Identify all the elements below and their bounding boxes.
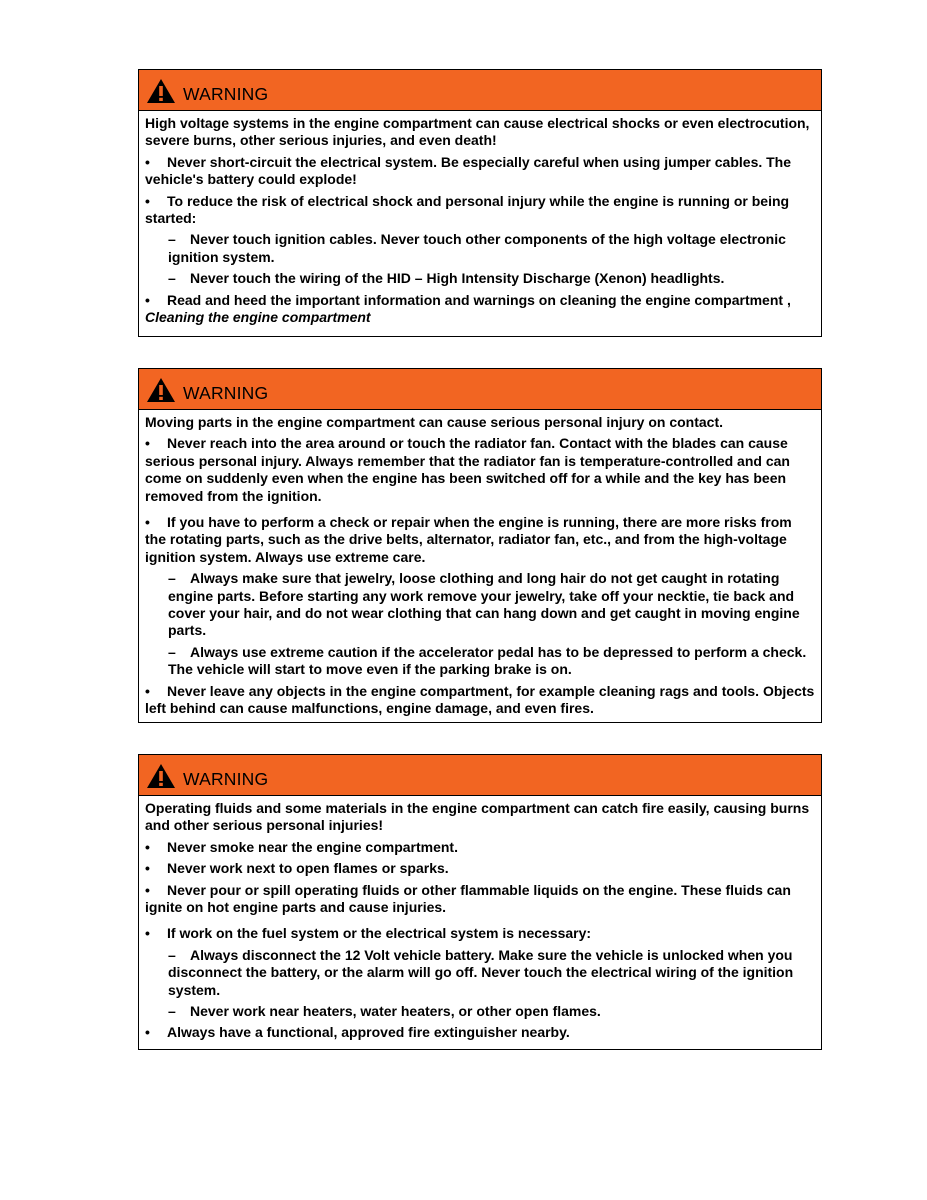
bullet-dot: • — [145, 925, 150, 942]
warning-intro: Operating fluids and some materials in the engine compartment can catch fire easily, causing burns and other serious personal injuries! — [145, 800, 810, 834]
bullet-item: • If work on the fuel system or the electrical system is necessary: — [145, 925, 592, 942]
warning-body — [139, 796, 821, 1049]
warning-header — [139, 755, 821, 796]
bullet-item: • Never reach into the area around or touch the radiator fan. Contact with the blades can cause serious personal injury. Always remember that the radiator fan is temperature-controlled and can come on suddenly even when the engine has been switched off for a while and the key has been removed from the ignition. — [145, 435, 790, 504]
warning-title: WARNING — [183, 383, 269, 403]
bullet-item: • If you have to perform a check or repair when the engine is running, there are more risks from the rotating parts, such as the drive belts, alternator, radiator fan, etc., and from the high-voltage ignition system. Always use extreme care. — [145, 514, 792, 565]
bullet-dot: • — [145, 291, 150, 308]
bullet-dot: • — [145, 838, 150, 855]
bullet-dot: • — [145, 881, 150, 898]
warning-body — [139, 111, 821, 333]
bullet-item: • Never smoke near the engine compartment. — [145, 838, 458, 855]
warning-header — [139, 70, 821, 111]
bullet-item: • Never leave any objects in the engine compartment, for example cleaning rags and tools. Objects left behind can cause malfunctions, engine damage, and even fires. — [145, 682, 815, 717]
sub-item: – Always use extreme caution if the accelerator pedal has to be depressed to perform a check. The vehicle will start to move even if the parking brake is on. — [168, 643, 807, 678]
sub-item: – Never touch ignition cables. Never touch other components of the high voltage electronic ignition system. — [168, 231, 786, 265]
sub-dash: – — [168, 570, 176, 587]
sub-dash: – — [168, 643, 176, 660]
sub-item: – Always disconnect the 12 Volt vehicle battery. Make sure the vehicle is unlocked when you disconnect the battery, or the alarm will go off. Never touch the electrical wiring of the ignition system. — [168, 946, 794, 998]
warning-body — [139, 410, 821, 725]
sub-dash: – — [168, 270, 176, 287]
bullet-item: • Never pour or spill operating fluids or other flammable liquids on the engine. These fluids can ignite on hot engine parts and cause injuries. — [145, 881, 791, 916]
bullet-dot: • — [145, 435, 150, 452]
bullet-item: • Always have a functional, approved fire extinguisher nearby. — [145, 1024, 570, 1041]
warning-box-fire — [138, 754, 822, 1050]
warning-triangle-icon — [146, 763, 176, 789]
bullet-dot: • — [145, 514, 150, 531]
warning-box-moving-parts — [138, 368, 822, 723]
sub-item: – Never touch the wiring of the HID – High Intensity Discharge (Xenon) headlights. — [168, 270, 725, 287]
sub-item: – Never work near heaters, water heaters, or other open flames. — [168, 1003, 601, 1020]
bullet-dot: • — [145, 682, 150, 699]
warning-title: WARNING — [183, 769, 269, 789]
bullet-item: • To reduce the risk of electrical shock and personal injury while the engine is running or being started: — [145, 192, 790, 227]
sub-dash: – — [168, 946, 176, 963]
bullet-dot: • — [145, 1024, 150, 1041]
warning-intro: Moving parts in the engine compartment can cause serious personal injury on contact. — [145, 414, 724, 430]
bullet-item: • Read and heed the important information and warnings on cleaning the engine compartment , Cleaning the engine compartment — [145, 291, 791, 326]
warning-triangle-icon — [146, 377, 176, 403]
bullet-item: • Never work next to open flames or sparks. — [145, 860, 449, 877]
warning-header — [139, 369, 821, 410]
bullet-dot: • — [145, 192, 150, 209]
cross-reference-link[interactable]: Cleaning the engine compartment — [145, 309, 371, 326]
warning-title: WARNING — [183, 84, 269, 104]
sub-item: – Always make sure that jewelry, loose clothing and long hair do not get caught in rotating engine parts. Before starting any work remove your jewelry, take off your necktie, tie back and cover your hair, and do not wear clothing that can hang down and get caught in moving engine parts. — [168, 570, 800, 639]
warning-intro: High voltage systems in the engine compartment can cause electrical shocks or even electrocution, severe burns, other serious injuries, and even death! — [145, 115, 810, 149]
warning-triangle-icon — [146, 78, 176, 104]
sub-dash: – — [168, 1003, 176, 1020]
bullet-item: • Never short-circuit the electrical system. Be especially careful when using jumper cables. The vehicle's battery could explode! — [145, 153, 792, 188]
sub-dash: – — [168, 231, 176, 248]
warning-box-electrical — [138, 69, 822, 337]
bullet-dot: • — [145, 153, 150, 170]
bullet-dot: • — [145, 860, 150, 877]
